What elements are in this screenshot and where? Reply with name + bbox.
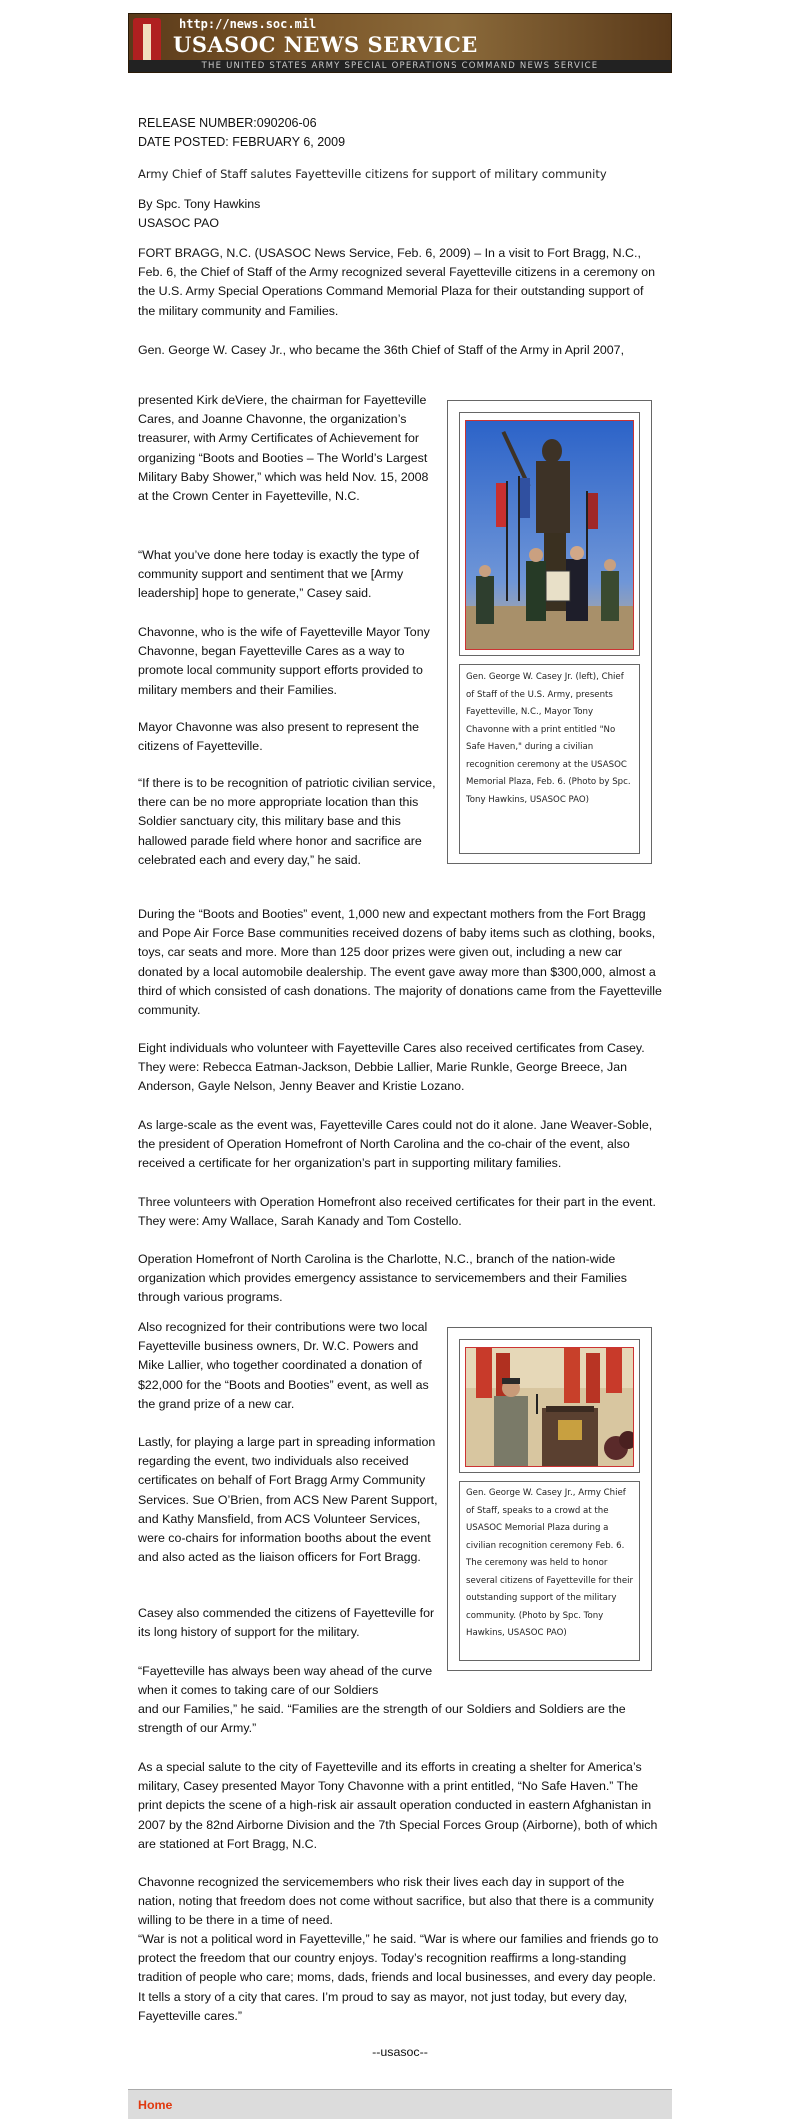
caption-frame <box>459 664 640 854</box>
photo-frame <box>459 412 640 656</box>
release-number: RELEASE NUMBER:090206-06 <box>138 116 317 130</box>
paragraph: presented Kirk deViere, the chairman for Fayetteville Cares, and Joanne Chavonne, the organization’s treasurer, with Army Certificates of Achievement for organizing “Boots and Booties – The World’s Largest Military Baby Shower,” which was held Nov. 15, 2008 at the Crown Center in Fayetteville, N.C. <box>138 393 429 504</box>
paragraph: Also recognized for their contributions were two local Fayetteville business owners, Dr. W.C. Powers and Mike Lallier, who together coordinated a donation of $22,000 for the “Boots and Booties” event, as well as the grand prize of a new car. <box>138 1320 429 1411</box>
paragraph: Operation Homefront of North Carolina is the Charlotte, N.C., branch of the nation-wide organization which provides emergency assistance to servicemembers and their Families through various programs. <box>138 1252 627 1305</box>
paragraph: Mayor Chavonne was also present to represent the citizens of Fayetteville. <box>138 720 420 754</box>
byline-org: USASOC PAO <box>138 216 220 231</box>
paragraph: “What you’ve done here today is exactly the type of community support and sentiment that we [Army leadership] hope to generate,” Casey said. <box>138 548 420 601</box>
paragraph: Casey also commended the citizens of Fayetteville for its long history of support for the military. <box>138 1606 435 1640</box>
byline-author: By Spc. Tony Hawkins <box>138 197 261 211</box>
banner-subtitle: THE UNITED STATES ARMY SPECIAL OPERATIONS COMMAND NEWS SERVICE <box>129 60 671 72</box>
article-headline: Army Chief of Staff salutes Fayetteville citizens for support of military community <box>138 167 607 181</box>
date-posted: DATE POSTED: FEBRUARY 6, 2009 <box>138 135 346 149</box>
paragraph: FORT BRAGG, N.C. (USASOC News Service, Feb. 6, 2009) – In a visit to Fort Bragg, N.C., Feb. 6, the Chief of Staff of the Army recognized several Fayetteville citizens in a ceremony on the U.S. Army Special Operations Command Memorial Plaza for their outstanding support of the military community and Families. <box>138 246 655 318</box>
paragraph: Chavonne, who is the wife of Fayetteville Mayor Tony Chavonne, began Fayetteville Cares as a way to promote local community support efforts provided to military members and their Families. <box>138 625 430 697</box>
caption-frame <box>459 1481 640 1661</box>
ceremony-photo-image <box>466 421 634 650</box>
site-banner <box>128 13 672 73</box>
paragraph: Lastly, for playing a large part in spreading information regarding the event, two individuals also received certificates on behalf of Fort Bragg Army Community Services. Sue O’Brien, from ACS New Parent Support, and Kathy Mansfield, from ACS Volunteer Services, were co-chairs for information booths about the event and also acted as the liaison officers for Fort Bragg. <box>138 1435 438 1565</box>
paragraph: As large-scale as the event was, Fayetteville Cares could not do it alone. Jane Weaver-Soble, the president of Operation Homefront of North Carolina and the co-chair of the event, also received a certificate for her organization’s part in supporting military families. <box>138 1118 653 1171</box>
paragraph: Gen. George W. Casey Jr., who became the 36th Chief of Staff of the Army in April 2007, <box>138 343 625 357</box>
paragraph: “War is not a political word in Fayetteville,” he said. “War is where our families and friends go to protect the freedom that our country enjoys. Today’s recognition reaffirms a long-standing tradition of people who care; moms, dads, friends and local businesses, and every day people. It tells a story of a city that cares. I’m proud to say as mayor, not just today, but every day, Fayetteville cares.” <box>138 1932 659 2023</box>
release-info <box>138 114 662 152</box>
paragraph: “If there is to be recognition of patriotic civilian service, there can be no more appropriate location than this Soldier sanctuary city, this military base and this hallowed parade field where honor and sacrifice are celebrated each and every day,” he said. <box>138 776 436 867</box>
ceremony-photo <box>465 420 634 650</box>
photo-caption: Gen. George W. Casey Jr., Army Chief of Staff, speaks to a crowd at the USASOC Memorial Plaza during a civilian recognition ceremony Feb. 6. The ceremony was held to honor several citizens of Fayetteville for their outstanding support of the military community. (Photo by Spc. Tony Hawkins, USASOC PAO) <box>466 1488 634 1638</box>
article-end-tag: --usasoc-- <box>372 2045 428 2059</box>
photo-frame <box>459 1339 640 1473</box>
paragraph: Three volunteers with Operation Homefront also received certificates for their part in the event. They were: Amy Wallace, Sarah Kanady and Tom Costello. <box>138 1195 656 1229</box>
banner-title: USASOC NEWS SERVICE <box>173 32 478 57</box>
photo-box-2 <box>447 1327 652 1671</box>
speech-photo <box>465 1347 634 1467</box>
paragraph: and our Families,” he said. “Families are the strength of our Soldiers and Soldiers are the strength of our Army.” <box>138 1702 626 1736</box>
photo-caption: Gen. George W. Casey Jr. (left), Chief of Staff of the U.S. Army, presents Fayetteville, N.C., Mayor Tony Chavonne with a print entitled "No Safe Haven," during a civilian recognition ceremony at the USASOC Memorial Plaza, Feb. 6. (Photo by Spc. Tony Hawkins, USASOC PAO) <box>466 672 631 805</box>
home-link[interactable]: Home <box>138 2098 173 2112</box>
footer-bar <box>128 2089 672 2119</box>
photo-box-1 <box>447 400 652 864</box>
paragraph: “Fayetteville has always been way ahead of the curve when it comes to taking care of our Soldiers <box>138 1664 433 1698</box>
paragraph: During the “Boots and Booties” event, 1,000 new and expectant mothers from the Fort Bragg and Pope Air Force Base communities received dozens of baby items such as clothing, books, toys, car seats and more. More than 125 door prizes were given out, including a new car donated by a local automobile dealership. The event gave away more than $300,000, almost a third of which consisted of cash donations. The majority of donations came from the Fayetteville community. <box>138 907 662 1018</box>
paragraph: As a special salute to the city of Fayetteville and its efforts in creating a shelter for America’s military, Casey presented Mayor Tony Chavonne with a print entitled, “No Safe Haven.” The print depicts the scene of a high-risk air assault operation conducted in eastern Afghanistan in 2007 by the 82nd Airborne Division and the 7th Special Forces Group (Airborne), both of which are stationed at Fort Bragg, N.C. <box>138 1760 658 1851</box>
byline <box>138 195 662 233</box>
speech-photo-image <box>466 1348 634 1467</box>
paragraph: Eight individuals who volunteer with Fayetteville Cares also received certificates from Casey. They were: Rebecca Eatman-Jackson, Debbie Lallier, Marie Runkle, George Breece, Jan Anderson, Gayle Nelson, Jenny Beaver and Kristie Lozano. <box>138 1041 645 1094</box>
paragraph: Chavonne recognized the servicemembers who risk their lives each day in support of the nation, noting that freedom does not come without sacrifice, but also that there is a community willing to be there in a time of need. <box>138 1875 654 1928</box>
banner-url: http://news.soc.mil <box>179 17 317 31</box>
